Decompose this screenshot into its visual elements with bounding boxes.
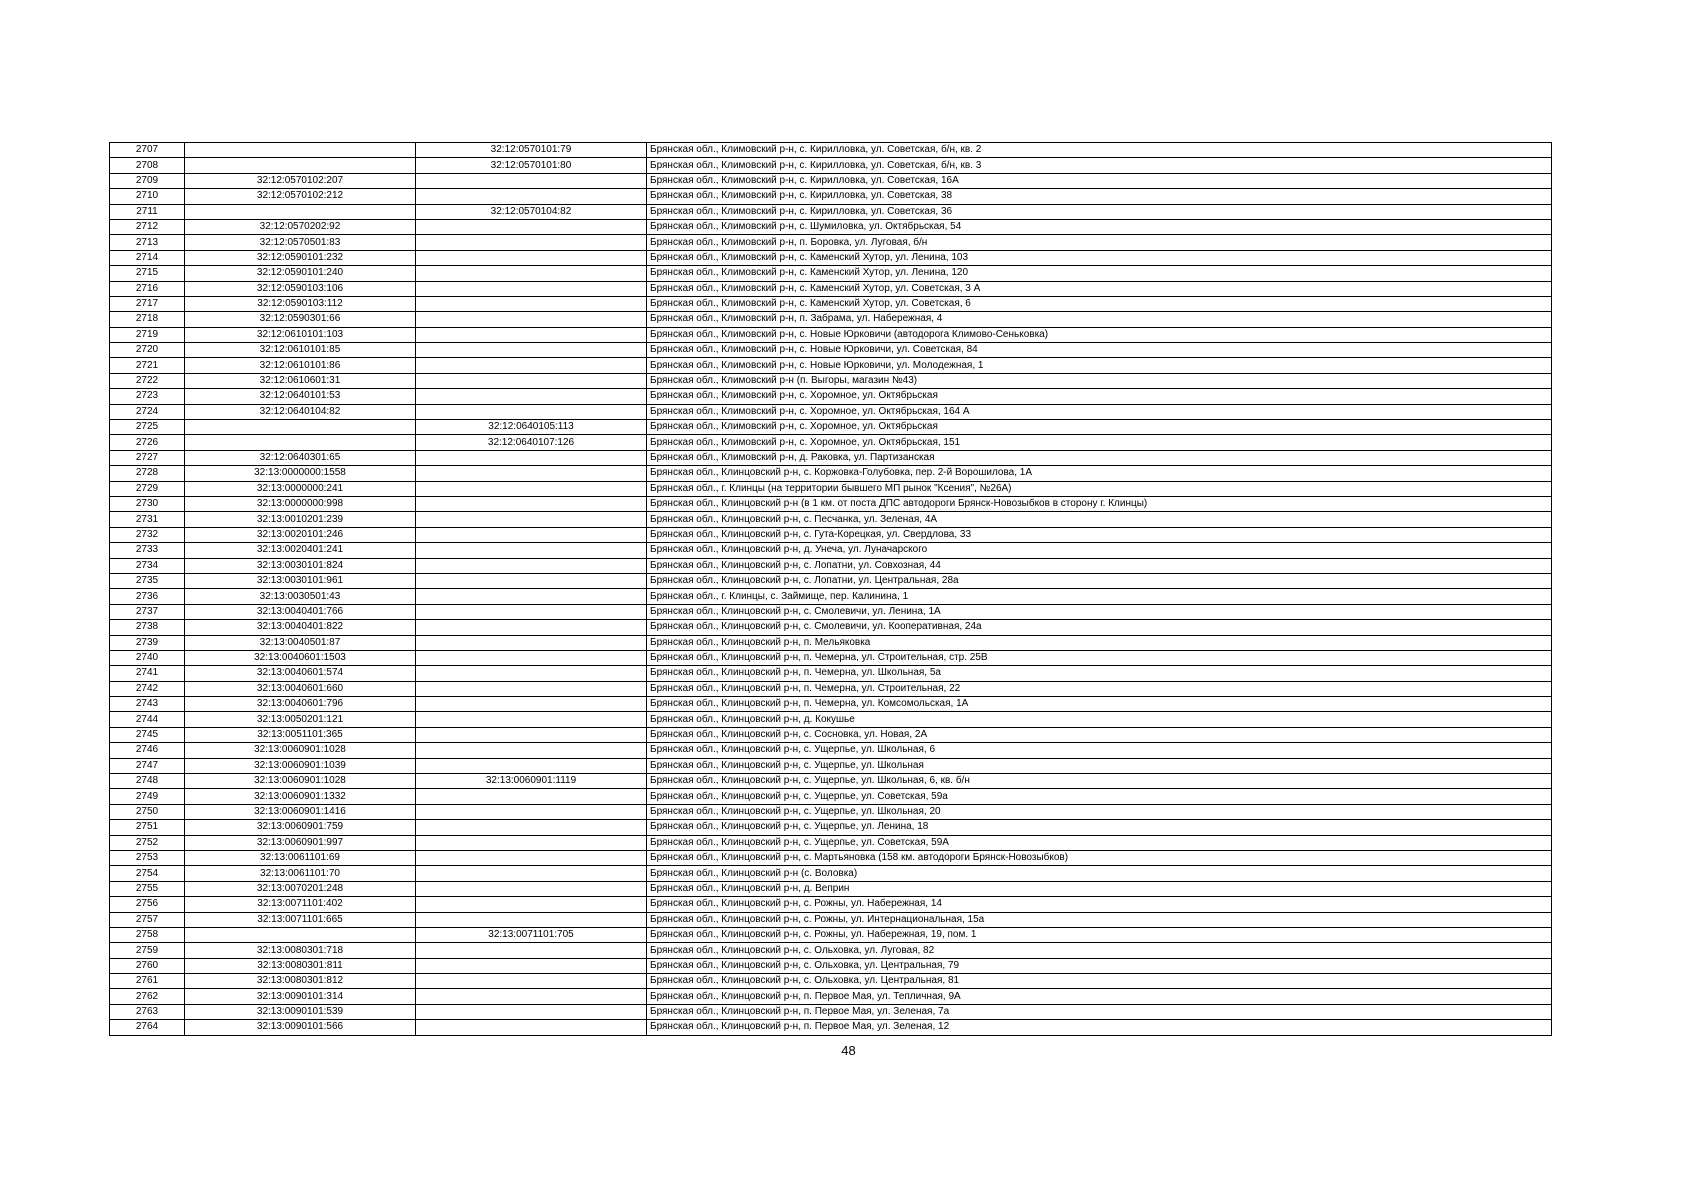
address-cell: Брянская обл., Клинцовский р-н, с. Мартьяновка (158 км. автодороги Брянск-Новозыбков) <box>647 850 1552 865</box>
row-number-cell: 2753 <box>110 850 185 865</box>
premises-cadastral-number-cell <box>416 404 647 419</box>
table-row <box>110 235 1552 250</box>
table-row <box>110 881 1552 896</box>
row-number-cell: 2743 <box>110 697 185 712</box>
premises-cadastral-number-cell: 32:12:0570104:82 <box>416 204 647 219</box>
premises-cadastral-number-cell: 32:13:0071101:705 <box>416 927 647 942</box>
cadastral-number-cell: 32:12:0590103:112 <box>185 296 416 311</box>
premises-cadastral-number-cell <box>416 912 647 927</box>
address-cell: Брянская обл., Клинцовский р-н, с. Ольховка, ул. Центральная, 79 <box>647 958 1552 973</box>
address-cell: Брянская обл., Климовский р-н, с. Шумиловка, ул. Октябрьская, 54 <box>647 219 1552 234</box>
premises-cadastral-number-cell <box>416 527 647 542</box>
cadastral-number-cell: 32:13:0050201:121 <box>185 712 416 727</box>
table-row <box>110 850 1552 865</box>
cadastral-number-cell: 32:12:0610101:85 <box>185 343 416 358</box>
row-number-cell: 2737 <box>110 604 185 619</box>
premises-cadastral-number-cell <box>416 958 647 973</box>
table-row <box>110 189 1552 204</box>
cadastral-number-cell: 32:13:0010201:239 <box>185 512 416 527</box>
address-cell: Брянская обл., Клинцовский р-н, с. Лопатни, ул. Совхозная, 44 <box>647 558 1552 573</box>
table-row <box>110 450 1552 465</box>
premises-cadastral-number-cell <box>416 635 647 650</box>
address-cell: Брянская обл., Климовский р-н, с. Кирилловка, ул. Советская, б/н, кв. 2 <box>647 143 1552 158</box>
premises-cadastral-number-cell <box>416 650 647 665</box>
table-row <box>110 974 1552 989</box>
cadastral-number-cell <box>185 204 416 219</box>
table-row <box>110 158 1552 173</box>
premises-cadastral-number-cell <box>416 804 647 819</box>
cadastral-number-cell: 32:12:0640101:53 <box>185 389 416 404</box>
cadastral-number-cell: 32:12:0570102:207 <box>185 173 416 188</box>
cadastral-number-cell: 32:13:0060901:759 <box>185 820 416 835</box>
row-number-cell: 2729 <box>110 481 185 496</box>
address-cell: Брянская обл., Клинцовский р-н, с. Ущерпье, ул. Советская, 59А <box>647 835 1552 850</box>
premises-cadastral-number-cell <box>416 235 647 250</box>
row-number-cell: 2732 <box>110 527 185 542</box>
premises-cadastral-number-cell <box>416 1020 647 1035</box>
premises-cadastral-number-cell <box>416 1004 647 1019</box>
table-row <box>110 820 1552 835</box>
table-row <box>110 481 1552 496</box>
cadastral-number-cell: 32:12:0640301:65 <box>185 450 416 465</box>
premises-cadastral-number-cell <box>416 558 647 573</box>
row-number-cell: 2750 <box>110 804 185 819</box>
cadastral-number-cell: 32:12:0570501:83 <box>185 235 416 250</box>
premises-cadastral-number-cell <box>416 758 647 773</box>
table-row <box>110 219 1552 234</box>
address-cell: Брянская обл., Климовский р-н, д. Раковка, ул. Партизанская <box>647 450 1552 465</box>
row-number-cell: 2745 <box>110 727 185 742</box>
premises-cadastral-number-cell <box>416 389 647 404</box>
table-row <box>110 250 1552 265</box>
cadastral-number-cell: 32:13:0060901:1028 <box>185 743 416 758</box>
row-number-cell: 2759 <box>110 943 185 958</box>
cadastral-number-cell: 32:12:0590101:232 <box>185 250 416 265</box>
row-number-cell: 2721 <box>110 358 185 373</box>
address-cell: Брянская обл., Климовский р-н, с. Кирилловка, ул. Советская, 16А <box>647 173 1552 188</box>
address-cell: Брянская обл., Климовский р-н, с. Каменский Хутор, ул. Советская, 6 <box>647 296 1552 311</box>
premises-cadastral-number-cell: 32:12:0570101:80 <box>416 158 647 173</box>
premises-cadastral-number-cell <box>416 466 647 481</box>
address-cell: Брянская обл., Клинцовский р-н, с. Смолевичи, ул. Кооперативная, 24а <box>647 620 1552 635</box>
address-cell: Брянская обл., Климовский р-н, с. Новые Юрковичи (автодорога Климово-Сеньковка) <box>647 327 1552 342</box>
address-cell: Брянская обл., Клинцовский р-н, с. Лопатни, ул. Центральная, 28а <box>647 573 1552 588</box>
address-cell: Брянская обл., Клинцовский р-н, п. Первое Мая, ул. Зеленая, 12 <box>647 1020 1552 1035</box>
cadastral-number-cell: 32:13:0030501:43 <box>185 589 416 604</box>
row-number-cell: 2734 <box>110 558 185 573</box>
premises-cadastral-number-cell <box>416 681 647 696</box>
cadastral-number-cell: 32:12:0610101:86 <box>185 358 416 373</box>
premises-cadastral-number-cell <box>416 189 647 204</box>
table-row <box>110 989 1552 1004</box>
cadastral-number-cell <box>185 143 416 158</box>
cadastral-number-cell: 32:12:0590301:66 <box>185 312 416 327</box>
table-row <box>110 620 1552 635</box>
table-row <box>110 712 1552 727</box>
cadastral-number-cell: 32:12:0570102:212 <box>185 189 416 204</box>
cadastral-number-cell: 32:13:0090101:314 <box>185 989 416 1004</box>
premises-cadastral-number-cell <box>416 343 647 358</box>
premises-cadastral-number-cell <box>416 250 647 265</box>
table-row <box>110 681 1552 696</box>
table-row <box>110 835 1552 850</box>
table-row <box>110 897 1552 912</box>
cadastral-number-cell: 32:13:0020401:241 <box>185 543 416 558</box>
row-number-cell: 2728 <box>110 466 185 481</box>
table-row <box>110 327 1552 342</box>
premises-cadastral-number-cell: 32:12:0640105:113 <box>416 420 647 435</box>
premises-cadastral-number-cell <box>416 358 647 373</box>
table-row <box>110 604 1552 619</box>
premises-cadastral-number-cell <box>416 373 647 388</box>
premises-cadastral-number-cell <box>416 312 647 327</box>
row-number-cell: 2707 <box>110 143 185 158</box>
row-number-cell: 2719 <box>110 327 185 342</box>
premises-cadastral-number-cell <box>416 820 647 835</box>
cadastral-number-cell: 32:13:0040601:574 <box>185 666 416 681</box>
address-cell: Брянская обл., Клинцовский р-н, с. Смолевичи, ул. Ленина, 1А <box>647 604 1552 619</box>
premises-cadastral-number-cell <box>416 543 647 558</box>
row-number-cell: 2714 <box>110 250 185 265</box>
row-number-cell: 2756 <box>110 897 185 912</box>
cadastral-number-cell: 32:13:0000000:241 <box>185 481 416 496</box>
table-row <box>110 404 1552 419</box>
row-number-cell: 2736 <box>110 589 185 604</box>
address-cell: Брянская обл., Климовский р-н, с. Каменский Хутор, ул. Ленина, 120 <box>647 266 1552 281</box>
row-number-cell: 2715 <box>110 266 185 281</box>
premises-cadastral-number-cell <box>416 281 647 296</box>
premises-cadastral-number-cell <box>416 974 647 989</box>
table-row <box>110 343 1552 358</box>
cadastral-number-cell <box>185 927 416 942</box>
address-cell: Брянская обл., Климовский р-н, с. Кирилловка, ул. Советская, 36 <box>647 204 1552 219</box>
address-cell: Брянская обл., Клинцовский р-н, с. Ущерпье, ул. Советская, 59а <box>647 789 1552 804</box>
address-cell: Брянская обл., Климовский р-н, с. Каменский Хутор, ул. Советская, 3 А <box>647 281 1552 296</box>
row-number-cell: 2738 <box>110 620 185 635</box>
premises-cadastral-number-cell <box>416 850 647 865</box>
table-row <box>110 743 1552 758</box>
table-row <box>110 927 1552 942</box>
table-row <box>110 758 1552 773</box>
address-cell: Брянская обл., Клинцовский р-н (в 1 км. от поста ДПС автодороги Брянск-Новозыбков в сторону г. Клинцы) <box>647 496 1552 511</box>
table-row <box>110 650 1552 665</box>
premises-cadastral-number-cell: 32:13:0060901:1119 <box>416 774 647 789</box>
row-number-cell: 2718 <box>110 312 185 327</box>
address-cell: Брянская обл., Климовский р-н, с. Хоромное, ул. Октябрьская, 151 <box>647 435 1552 450</box>
row-number-cell: 2722 <box>110 373 185 388</box>
table-row <box>110 573 1552 588</box>
cadastral-number-cell: 32:13:0000000:998 <box>185 496 416 511</box>
table-row <box>110 1004 1552 1019</box>
table-row <box>110 912 1552 927</box>
table-row <box>110 496 1552 511</box>
registry-table-body <box>110 143 1552 1036</box>
cadastral-number-cell: 32:13:0090101:539 <box>185 1004 416 1019</box>
address-cell: Брянская обл., Климовский р-н, с. Кирилловка, ул. Советская, 38 <box>647 189 1552 204</box>
cadastral-number-cell: 32:12:0610601:31 <box>185 373 416 388</box>
table-row <box>110 389 1552 404</box>
premises-cadastral-number-cell <box>416 266 647 281</box>
address-cell: Брянская обл., Климовский р-н (п. Выгоры, магазин №43) <box>647 373 1552 388</box>
cadastral-number-cell: 32:13:0060901:1028 <box>185 774 416 789</box>
row-number-cell: 2716 <box>110 281 185 296</box>
table-row <box>110 558 1552 573</box>
premises-cadastral-number-cell <box>416 512 647 527</box>
premises-cadastral-number-cell <box>416 712 647 727</box>
address-cell: Брянская обл., Клинцовский р-н, с. Рожны, ул. Набережная, 14 <box>647 897 1552 912</box>
cadastral-number-cell: 32:13:0060901:997 <box>185 835 416 850</box>
cadastral-number-cell: 32:13:0071101:665 <box>185 912 416 927</box>
table-row <box>110 312 1552 327</box>
row-number-cell: 2744 <box>110 712 185 727</box>
row-number-cell: 2724 <box>110 404 185 419</box>
premises-cadastral-number-cell <box>416 620 647 635</box>
premises-cadastral-number-cell: 32:12:0640107:126 <box>416 435 647 450</box>
cadastral-number-cell: 32:12:0610101:103 <box>185 327 416 342</box>
address-cell: Брянская обл., Климовский р-н, п. Забрама, ул. Набережная, 4 <box>647 312 1552 327</box>
cadastral-number-cell: 32:13:0040601:796 <box>185 697 416 712</box>
premises-cadastral-number-cell <box>416 219 647 234</box>
row-number-cell: 2757 <box>110 912 185 927</box>
row-number-cell: 2723 <box>110 389 185 404</box>
address-cell: Брянская обл., Клинцовский р-н, с. Ущерпье, ул. Школьная, 6, кв. б/н <box>647 774 1552 789</box>
premises-cadastral-number-cell <box>416 727 647 742</box>
premises-cadastral-number-cell <box>416 481 647 496</box>
premises-cadastral-number-cell <box>416 604 647 619</box>
cadastral-number-cell: 32:13:0080301:811 <box>185 958 416 973</box>
row-number-cell: 2741 <box>110 666 185 681</box>
row-number-cell: 2720 <box>110 343 185 358</box>
premises-cadastral-number-cell <box>416 835 647 850</box>
registry-table <box>109 142 1552 1036</box>
cadastral-number-cell: 32:12:0590101:240 <box>185 266 416 281</box>
premises-cadastral-number-cell <box>416 327 647 342</box>
cadastral-number-cell: 32:13:0040601:660 <box>185 681 416 696</box>
premises-cadastral-number-cell: 32:12:0570101:79 <box>416 143 647 158</box>
cadastral-number-cell: 32:13:0090101:566 <box>185 1020 416 1035</box>
address-cell: Брянская обл., Клинцовский р-н, п. Чемерна, ул. Комсомольская, 1А <box>647 697 1552 712</box>
row-number-cell: 2751 <box>110 820 185 835</box>
row-number-cell: 2762 <box>110 989 185 1004</box>
address-cell: Брянская обл., Клинцовский р-н, с. Ольховка, ул. Центральная, 81 <box>647 974 1552 989</box>
table-row <box>110 527 1552 542</box>
table-row <box>110 420 1552 435</box>
cadastral-number-cell: 32:13:0040501:87 <box>185 635 416 650</box>
row-number-cell: 2725 <box>110 420 185 435</box>
address-cell: Брянская обл., Клинцовский р-н, с. Ущерпье, ул. Школьная <box>647 758 1552 773</box>
address-cell: Брянская обл., Клинцовский р-н, п. Первое Мая, ул. Тепличная, 9А <box>647 989 1552 1004</box>
row-number-cell: 2713 <box>110 235 185 250</box>
cadastral-number-cell: 32:13:0070201:248 <box>185 881 416 896</box>
table-row <box>110 958 1552 973</box>
table-row <box>110 866 1552 881</box>
table-row <box>110 789 1552 804</box>
row-number-cell: 2764 <box>110 1020 185 1035</box>
table-row <box>110 435 1552 450</box>
address-cell: Брянская обл., Клинцовский р-н, с. Песчанка, ул. Зеленая, 4А <box>647 512 1552 527</box>
cadastral-number-cell: 32:13:0060901:1332 <box>185 789 416 804</box>
table-row <box>110 697 1552 712</box>
table-row <box>110 1020 1552 1035</box>
address-cell: Брянская обл., Климовский р-н, с. Кирилловка, ул. Советская, б/н, кв. 3 <box>647 158 1552 173</box>
cadastral-number-cell: 32:12:0590103:106 <box>185 281 416 296</box>
premises-cadastral-number-cell <box>416 989 647 1004</box>
table-row <box>110 666 1552 681</box>
cadastral-number-cell: 32:13:0030101:961 <box>185 573 416 588</box>
address-cell: Брянская обл., Климовский р-н, п. Боровка, ул. Луговая, б/н <box>647 235 1552 250</box>
row-number-cell: 2739 <box>110 635 185 650</box>
address-cell: Брянская обл., Климовский р-н, с. Хоромное, ул. Октябрьская, 164 А <box>647 404 1552 419</box>
premises-cadastral-number-cell <box>416 697 647 712</box>
cadastral-number-cell: 32:13:0051101:365 <box>185 727 416 742</box>
row-number-cell: 2755 <box>110 881 185 896</box>
row-number-cell: 2712 <box>110 219 185 234</box>
address-cell: Брянская обл., Клинцовский р-н, с. Сосновка, ул. Новая, 2А <box>647 727 1552 742</box>
address-cell: Брянская обл., Клинцовский р-н, с. Ущерпье, ул. Ленина, 18 <box>647 820 1552 835</box>
premises-cadastral-number-cell <box>416 943 647 958</box>
address-cell: Брянская обл., Клинцовский р-н, д. Кокушье <box>647 712 1552 727</box>
cadastral-number-cell: 32:13:0020101:246 <box>185 527 416 542</box>
address-cell: Брянская обл., Климовский р-н, с. Хоромное, ул. Октябрьская <box>647 420 1552 435</box>
address-cell: Брянская обл., Клинцовский р-н, с. Ущерпье, ул. Школьная, 20 <box>647 804 1552 819</box>
address-cell: Брянская обл., г. Клинцы, с. Займище, пер. Калинина, 1 <box>647 589 1552 604</box>
address-cell: Брянская обл., Клинцовский р-н, п. Чемерна, ул. Школьная, 5а <box>647 666 1552 681</box>
premises-cadastral-number-cell <box>416 173 647 188</box>
address-cell: Брянская обл., Клинцовский р-н, п. Первое Мая, ул. Зеленая, 7а <box>647 1004 1552 1019</box>
cadastral-number-cell: 32:13:0061101:69 <box>185 850 416 865</box>
premises-cadastral-number-cell <box>416 296 647 311</box>
address-cell: Брянская обл., Клинцовский р-н, п. Чемерна, ул. Строительная, 22 <box>647 681 1552 696</box>
address-cell: Брянская обл., Клинцовский р-н, с. Коржовка-Голубовка, пер. 2-й Ворошилова, 1А <box>647 466 1552 481</box>
cadastral-number-cell: 32:13:0040401:766 <box>185 604 416 619</box>
table-row <box>110 296 1552 311</box>
address-cell: Брянская обл., Клинцовский р-н, д. Веприн <box>647 881 1552 896</box>
row-number-cell: 2754 <box>110 866 185 881</box>
table-row <box>110 266 1552 281</box>
premises-cadastral-number-cell <box>416 666 647 681</box>
table-row <box>110 143 1552 158</box>
cadastral-number-cell: 32:13:0040401:822 <box>185 620 416 635</box>
address-cell: Брянская обл., Климовский р-н, с. Каменский Хутор, ул. Ленина, 103 <box>647 250 1552 265</box>
address-cell: Брянская обл., г. Клинцы (на территории бывшего МП рынок "Ксения", №26А) <box>647 481 1552 496</box>
cadastral-number-cell: 32:13:0080301:718 <box>185 943 416 958</box>
cadastral-number-cell: 32:13:0000000:1558 <box>185 466 416 481</box>
page-number: 48 <box>841 1043 856 1058</box>
table-row <box>110 804 1552 819</box>
address-cell: Брянская обл., Клинцовский р-н, с. Ущерпье, ул. Школьная, 6 <box>647 743 1552 758</box>
address-cell: Брянская обл., Клинцовский р-н, д. Унеча, ул. Луначарского <box>647 543 1552 558</box>
table-row <box>110 373 1552 388</box>
row-number-cell: 2742 <box>110 681 185 696</box>
row-number-cell: 2717 <box>110 296 185 311</box>
premises-cadastral-number-cell <box>416 897 647 912</box>
cadastral-number-cell: 32:13:0030101:824 <box>185 558 416 573</box>
address-cell: Брянская обл., Клинцовский р-н, с. Гута-Корецкая, ул. Свердлова, 33 <box>647 527 1552 542</box>
table-row <box>110 727 1552 742</box>
premises-cadastral-number-cell <box>416 496 647 511</box>
cadastral-number-cell: 32:13:0080301:812 <box>185 974 416 989</box>
row-number-cell: 2758 <box>110 927 185 942</box>
cadastral-number-cell: 32:13:0060901:1039 <box>185 758 416 773</box>
row-number-cell: 2733 <box>110 543 185 558</box>
premises-cadastral-number-cell <box>416 589 647 604</box>
cadastral-number-cell <box>185 420 416 435</box>
row-number-cell: 2735 <box>110 573 185 588</box>
premises-cadastral-number-cell <box>416 789 647 804</box>
table-row <box>110 943 1552 958</box>
row-number-cell: 2726 <box>110 435 185 450</box>
table-row <box>110 635 1552 650</box>
row-number-cell: 2740 <box>110 650 185 665</box>
row-number-cell: 2709 <box>110 173 185 188</box>
table-row <box>110 358 1552 373</box>
cadastral-number-cell <box>185 158 416 173</box>
cadastral-number-cell: 32:13:0040601:1503 <box>185 650 416 665</box>
table-row <box>110 589 1552 604</box>
row-number-cell: 2760 <box>110 958 185 973</box>
table-row <box>110 204 1552 219</box>
row-number-cell: 2727 <box>110 450 185 465</box>
table-row <box>110 466 1552 481</box>
table-row <box>110 774 1552 789</box>
row-number-cell: 2746 <box>110 743 185 758</box>
address-cell: Брянская обл., Клинцовский р-н, с. Рожны, ул. Интернациональная, 15а <box>647 912 1552 927</box>
row-number-cell: 2710 <box>110 189 185 204</box>
row-number-cell: 2761 <box>110 974 185 989</box>
premises-cadastral-number-cell <box>416 743 647 758</box>
row-number-cell: 2748 <box>110 774 185 789</box>
table-row <box>110 281 1552 296</box>
cadastral-number-cell: 32:13:0071101:402 <box>185 897 416 912</box>
address-cell: Брянская обл., Клинцовский р-н, с. Ольховка, ул. Луговая, 82 <box>647 943 1552 958</box>
cadastral-number-cell: 32:12:0570202:92 <box>185 219 416 234</box>
premises-cadastral-number-cell <box>416 450 647 465</box>
premises-cadastral-number-cell <box>416 881 647 896</box>
row-number-cell: 2749 <box>110 789 185 804</box>
address-cell: Брянская обл., Клинцовский р-н, с. Рожны, ул. Набережная, 19, пом. 1 <box>647 927 1552 942</box>
address-cell: Брянская обл., Клинцовский р-н (с. Воловка) <box>647 866 1552 881</box>
premises-cadastral-number-cell <box>416 573 647 588</box>
row-number-cell: 2711 <box>110 204 185 219</box>
table-row <box>110 173 1552 188</box>
row-number-cell: 2731 <box>110 512 185 527</box>
address-cell: Брянская обл., Климовский р-н, с. Хоромное, ул. Октябрьская <box>647 389 1552 404</box>
cadastral-number-cell: 32:12:0640104:82 <box>185 404 416 419</box>
row-number-cell: 2730 <box>110 496 185 511</box>
cadastral-number-cell: 32:13:0060901:1416 <box>185 804 416 819</box>
address-cell: Брянская обл., Климовский р-н, с. Новые Юрковичи, ул. Советская, 84 <box>647 343 1552 358</box>
row-number-cell: 2747 <box>110 758 185 773</box>
row-number-cell: 2752 <box>110 835 185 850</box>
row-number-cell: 2708 <box>110 158 185 173</box>
row-number-cell: 2763 <box>110 1004 185 1019</box>
cadastral-number-cell: 32:13:0061101:70 <box>185 866 416 881</box>
table-row <box>110 512 1552 527</box>
table-row <box>110 543 1552 558</box>
address-cell: Брянская обл., Клинцовский р-н, п. Чемерна, ул. Строительная, стр. 25В <box>647 650 1552 665</box>
premises-cadastral-number-cell <box>416 866 647 881</box>
address-cell: Брянская обл., Клинцовский р-н, п. Мельяковка <box>647 635 1552 650</box>
address-cell: Брянская обл., Климовский р-н, с. Новые Юрковичи, ул. Молодежная, 1 <box>647 358 1552 373</box>
cadastral-number-cell <box>185 435 416 450</box>
